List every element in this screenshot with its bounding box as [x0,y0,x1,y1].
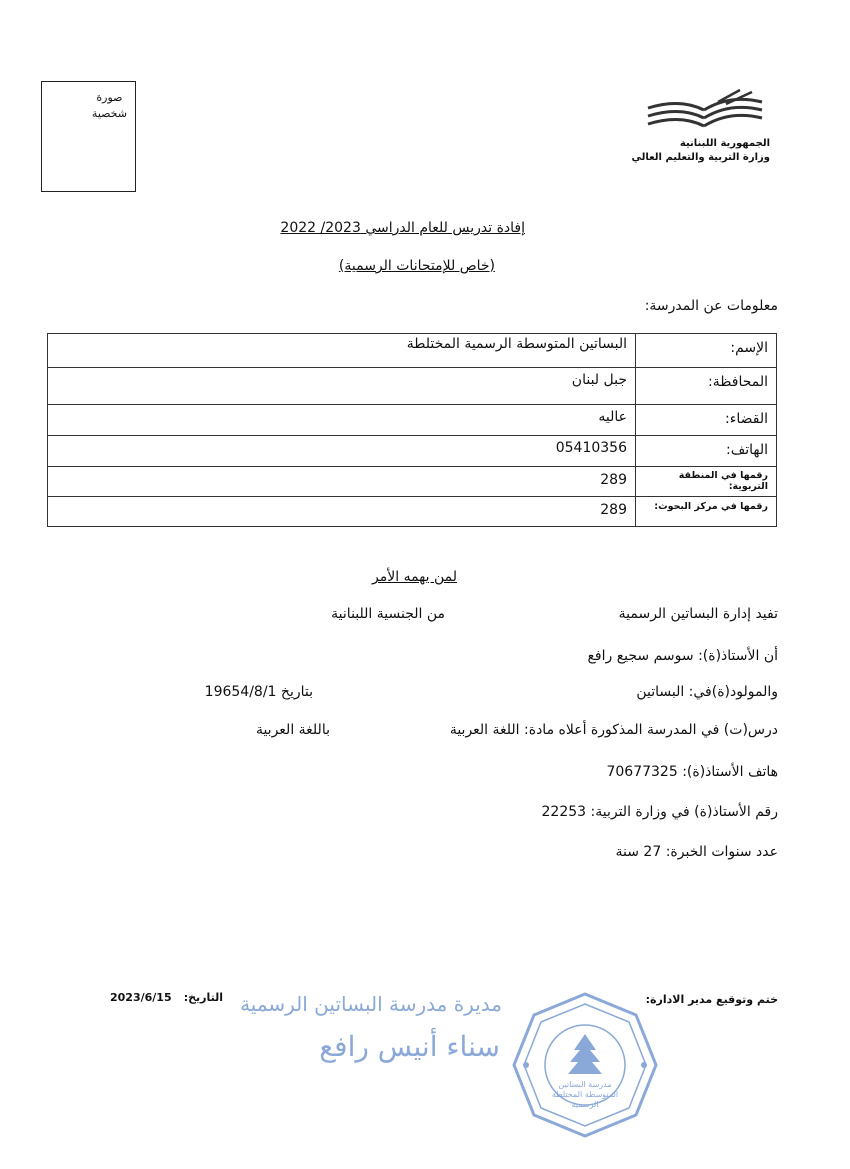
to-whom-heading: لمن يهمه الأمر [372,569,457,585]
document-title: إفادة تدريس للعام الدراسي 2023/ 2022 [280,220,525,236]
table-row [48,436,777,467]
letter-line-1a: تفيد إدارة البساتين الرسمية [618,606,778,622]
principal-title-stamp: مديرة مدرسة البساتين الرسمية [240,992,502,1016]
ministry-logo [631,88,770,168]
table-row [48,467,777,497]
date-value: 2023/6/15 [110,991,172,1004]
letter-line-1b: من الجنسية اللبنانية [331,606,445,622]
letter-line-7: عدد سنوات الخبرة: 27 سنة [615,844,778,860]
letter-line-4b: باللغة العربية [255,722,330,738]
table-label-cell: الهاتف: [636,436,777,467]
principal-name-stamp: سناء أنيس رافع [319,1030,500,1063]
table-label-cell: الإسم: [636,334,777,368]
table-row [48,497,777,527]
table-label-cell: القضاء: [636,405,777,436]
date-label: التاريخ: [183,991,223,1004]
table-value-cell: 289 [48,497,636,527]
table-row [48,368,777,405]
table-value-cell: 289 [48,467,636,497]
letter-line-5: هاتف الأستاذ(ة): 70677325 [606,764,778,780]
school-info-table [47,333,777,527]
school-info-label: معلومات عن المدرسة: [644,298,778,314]
table-value-cell: البساتين المتوسطة الرسمية المختلطة [48,334,636,368]
letter-line-4a: درس(ت) في المدرسة المذكورة أعلاه مادة: اللغة العربية [449,722,778,738]
table-label-cell: رقمها في مركز البحوث: [636,497,777,527]
personal-photo-box [41,81,136,192]
table-value-cell: 05410356 [48,436,636,467]
photo-label: صورة شخصية [91,91,127,120]
open-book-icon [640,88,770,136]
letter-line-6: رقم الأستاذ(ة) في وزارة التربية: 22253 [541,804,778,820]
letter-line-3b: بتاريخ 19654/8/1 [204,684,313,700]
letter-line-3a: والمولود(ة)في: البساتين [636,684,778,700]
table-label-cell: رقمها في المنطقة التربوية: [636,467,777,497]
table-value-cell: جبل لبنان [48,368,636,405]
letter-line-2: أن الأستاذ(ة): سوسم سجيع رافع [587,648,778,664]
document-subtitle: (خاص للإمتحانات الرسمية) [338,258,495,274]
table-label-cell: المحافظة: [636,368,777,405]
table-row [48,334,777,368]
school-seal [510,990,660,1140]
logo-ministry-text: وزارة التربية والتعليم العالي [631,152,770,163]
seal-icon [510,990,660,1140]
table-value-cell: عاليه [48,405,636,436]
logo-republic-text: الجمهورية اللبنانية [679,138,770,149]
seal-text: مدرسة البساتين المتوسطة المختلطة الرسمية [551,1080,619,1109]
signature-label: ختم وتوقيع مدير الادارة: [645,993,778,1006]
table-row [48,405,777,436]
